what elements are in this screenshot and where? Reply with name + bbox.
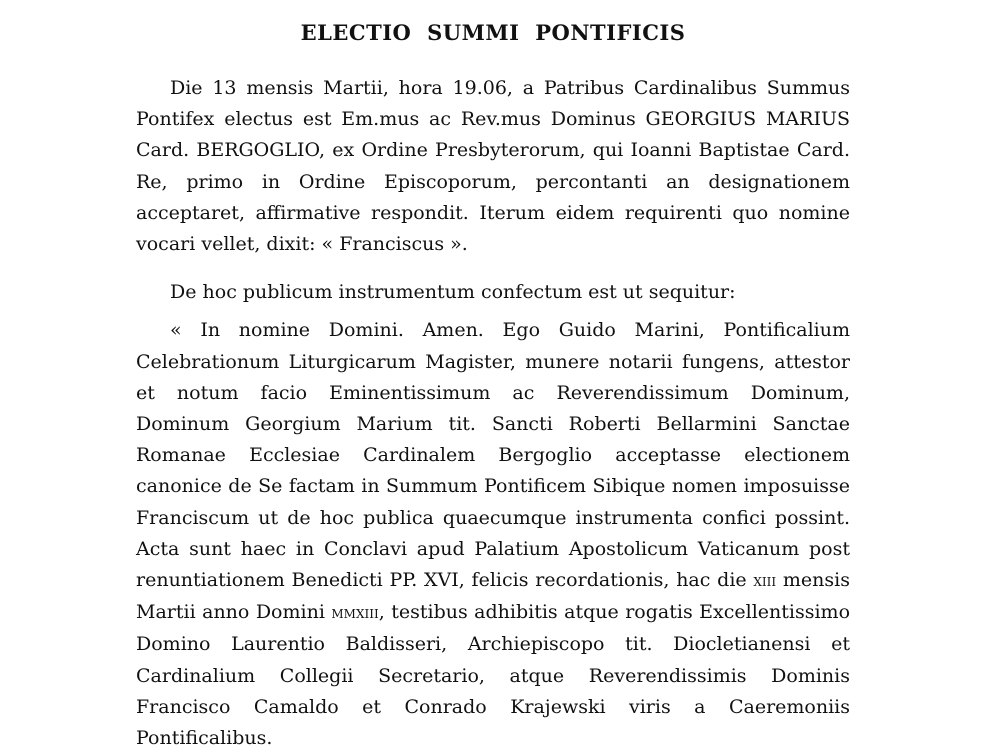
- paragraph-election-announcement: Die 13 mensis Martii, hora 19.06, a Patribus Cardinalibus Summus Pontifex electus est Em.mus ac Rev.mus Dominus GEORGIUS MARIUS Card. BERGOGLIO, ex Ordine Presbyterorum, qui Ioanni Baptistae Card. Re, primo in Ordine Episcoporum, percontanti an designationem acceptaret, affirmative respondit. Iterum eidem requirenti quo nomine vocari vellet, dixit: « Franciscus ».: [136, 77, 850, 256]
- instrument-year-numeral: mmxiii: [331, 603, 379, 624]
- instrument-day-numeral: xiii: [753, 571, 777, 592]
- instrument-text-part3: , testibus adhibitis atque rogatis Excellentissimo Domino Laurentio Baldisseri, Archiepiscopo tit. Diocletianensi et Cardinalium Collegii Secretario, atque Reverendissimis Dominis Francisco Camaldo et Conrado Krajewski viris a Caeremoniis Pontificalibus.: [136, 601, 851, 750]
- instrument-text-part2: mensis Martii anno Domini: [136, 569, 850, 624]
- paragraph-notarial-instrument: [136, 315, 850, 754]
- paragraph-instrument-intro: De hoc publicum instrumentum confectum est ut sequitur:: [170, 281, 736, 304]
- document-title: ELECTIO SUMMI PONTIFICIS: [300, 20, 686, 45]
- document-page: [136, 0, 850, 754]
- instrument-text-part1: « In nomine Domini. Amen. Ego Guido Marini, Pontificalium Celebrationum Liturgicarum Magister, munere notarii fungens, attestor et notum facio Eminentissimum ac Reverendissimum Dominum, Dominum Georgium Marium tit. Sancti Roberti Bellarmini Sanctae Romanae Ecclesiae Cardinalem Bergoglio acceptasse electionem canonice de Se factam in Summum Pontificem Sibique nomen imposuisse Franciscum ut de hoc publica quaecumque instrumenta confici possint. Acta sunt haec in Conclavi apud Palatium Apostolicum Vaticanum post renuntiationem Benedicti PP. XVI, felicis recordationis, hac die: [136, 319, 850, 592]
